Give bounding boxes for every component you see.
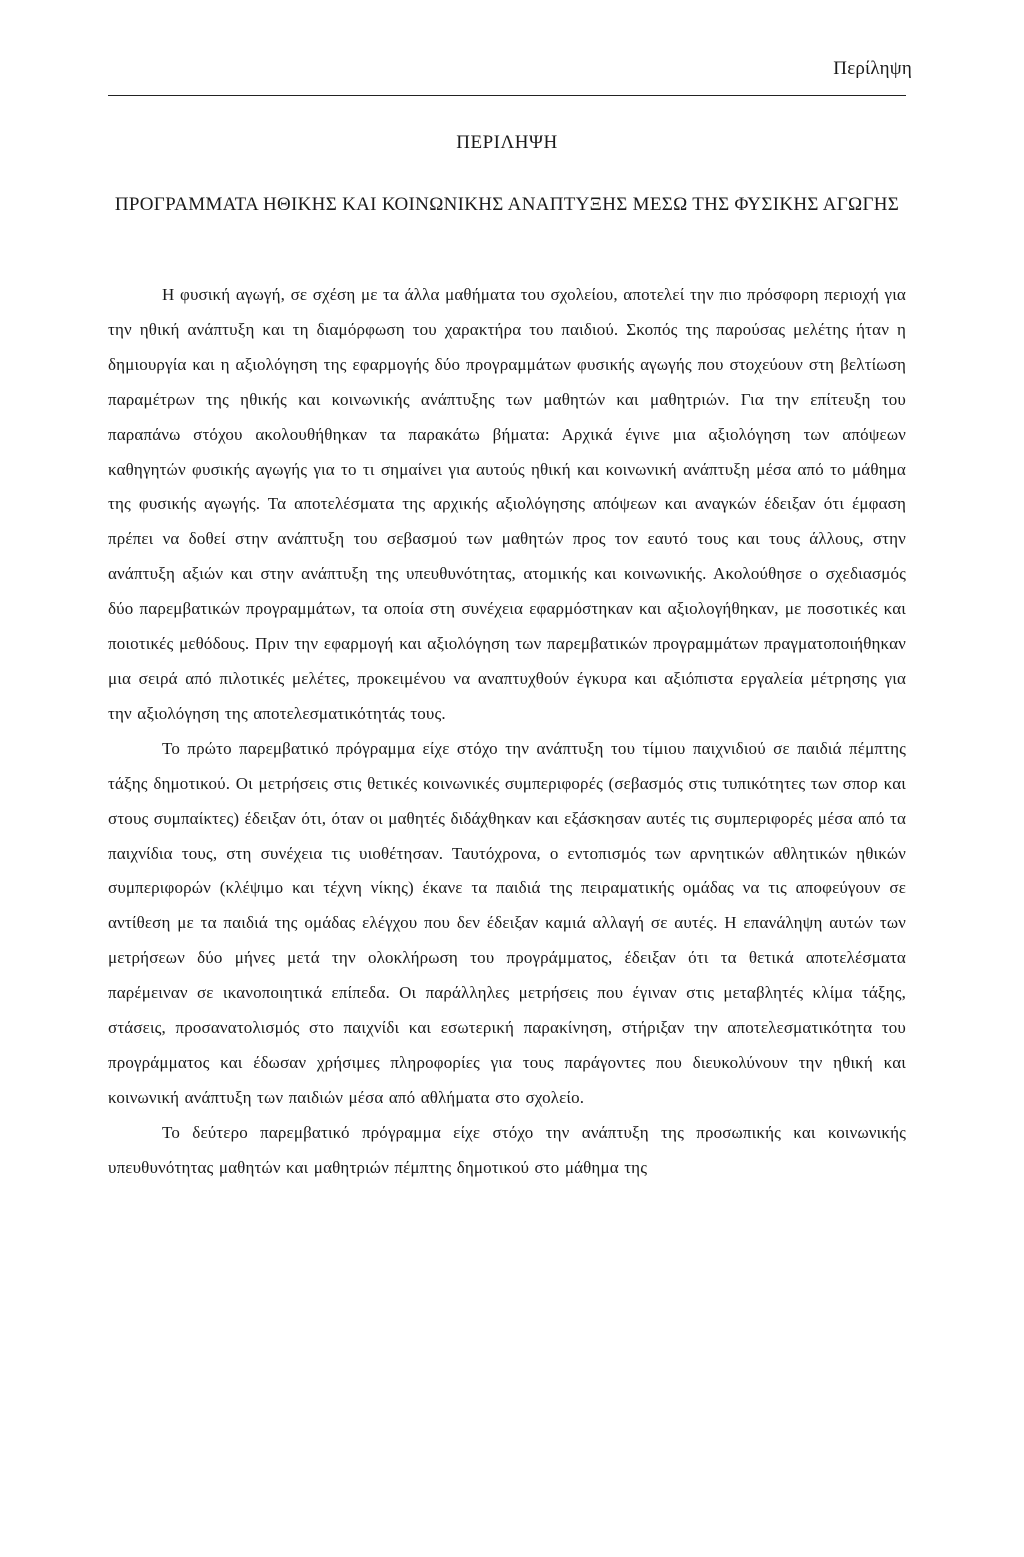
running-header: Περίληψη xyxy=(833,58,912,79)
paragraph: Η φυσική αγωγή, σε σχέση με τα άλλα μαθήματα του σχολείου, αποτελεί την πιο πρόσφορη περιοχή για την ηθική ανάπτυξη και τη διαμόρφωση του χαρακτήρα του παιδιού. Σκοπός της παρούσας μελέτης ήταν η δημιουργία και η αξιολόγηση της εφαρμογής δύο προγραμμάτων φυσικής αγωγής που στοχεύουν στη βελτίωση παραμέτρων της ηθικής και κοινωνικής ανάπτυξης των μαθητών και μαθητριών. Για την επίτευξη του παραπάνω στόχου ακολουθήθηκαν τα παρακάτω βήματα: Αρχικά έγινε μια αξιολόγηση των απόψεων καθηγητών φυσικής αγωγής για το τι σημαίνει για αυτούς ηθική και κοινωνική ανάπτυξη μέσα από το μάθημα της φυσικής αγωγής. Τα αποτελέσματα της αρχικής αξιολόγησης απόψεων και αναγκών έδειξαν ότι έμφαση πρέπει να δοθεί στην ανάπτυξη του σεβασμού των μαθητών προς τον εαυτό τους και τους άλλους, στην ανάπτυξη αξιών και στην ανάπτυξη της υπευθυνότητας, ατομικής και κοινωνικής. Ακολούθησε ο σχεδιασμός δύο παρεμβατικών προγραμμάτων, τα οποία στη συνέχεια εφαρμόστηκαν και αξιολογήθηκαν, με ποσοτικές και ποιοτικές μεθόδους. Πριν την εφαρμογή και αξιολόγηση των παρεμβατικών προγραμμάτων πραγματοποιήθηκαν μια σειρά από πιλοτικές μελέτες, προκειμένου να αναπτυχθούν έγκυρα και αξιόπιστα εργαλεία μέτρησης για την αξιολόγηση της αποτελεσματικότητάς τους. xyxy=(108,285,906,723)
paragraph: Το πρώτο παρεμβατικό πρόγραμμα είχε στόχο την ανάπτυξη του τίμιου παιχνιδιού σε παιδιά πέμπτης τάξης δημοτικού. Οι μετρήσεις στις θετικές κοινωνικές συμπεριφορές (σεβασμός στις τυπικότητες των σπορ και στους συμπαίκτες) έδειξαν ότι, όταν οι μαθητές διδάχθηκαν και εξάσκησαν αυτές τις συμπεριφορές μέσα από τα παιχνίδια τους, στη συνέχεια τις υιοθέτησαν. Ταυτόχρονα, ο εντοπισμός των αρνητικών αθλητικών ηθικών συμπεριφορών (κλέψιμο και τέχνη νίκης) έκανε τα παιδιά της πειραματικής ομάδας να τις αποφεύγουν σε αντίθεση με τα παιδιά της ομάδας ελέγχου που δεν έδειξαν καμιά αλλαγή σε αυτές. Η επανάληψη αυτών των μετρήσεων δύο μήνες μετά την ολοκλήρωση του προγράμματος, έδειξαν ότι τα θετικά αποτελέσματα παρέμειναν σε ικανοποιητικά επίπεδα. Οι παράλληλες μετρήσεις που έγιναν στις μεταβλητές κλίμα τάξης, στάσεις, προσανατολισμός στο παιχνίδι και εσωτερική παρακίνηση, στήριξαν την αποτελεσματικότητα του προγράμματος και έδωσαν χρήσιμες πληροφορίες για τους παράγοντες που διευκολύνουν την ηθική και κοινωνική ανάπτυξη των παιδιών μέσα από αθλήματα στο σχολείο. xyxy=(108,738,907,1107)
section-title: ΠΕΡΙΛΗΨΗ xyxy=(456,132,558,153)
header-rule xyxy=(108,95,906,96)
paragraph: Το δεύτερο παρεμβατικό πρόγραμμα είχε στόχο την ανάπτυξη της προσωπικής και κοινωνικής υπευθυνότητας μαθητών και μαθητριών πέμπτης δημοτικού στο μάθημα της xyxy=(108,1122,906,1177)
body-text xyxy=(108,278,906,1186)
document-title: ΠΡΟΓΡΑΜΜΑΤΑ ΗΘΙΚΗΣ ΚΑΙ ΚΟΙΝΩΝΙΚΗΣ ΑΝΑΠΤΥΞΗΣ ΜΕΣΩ ΤΗΣ ΦΥΣΙΚΗΣ ΑΓΩΓΗΣ xyxy=(114,194,900,215)
